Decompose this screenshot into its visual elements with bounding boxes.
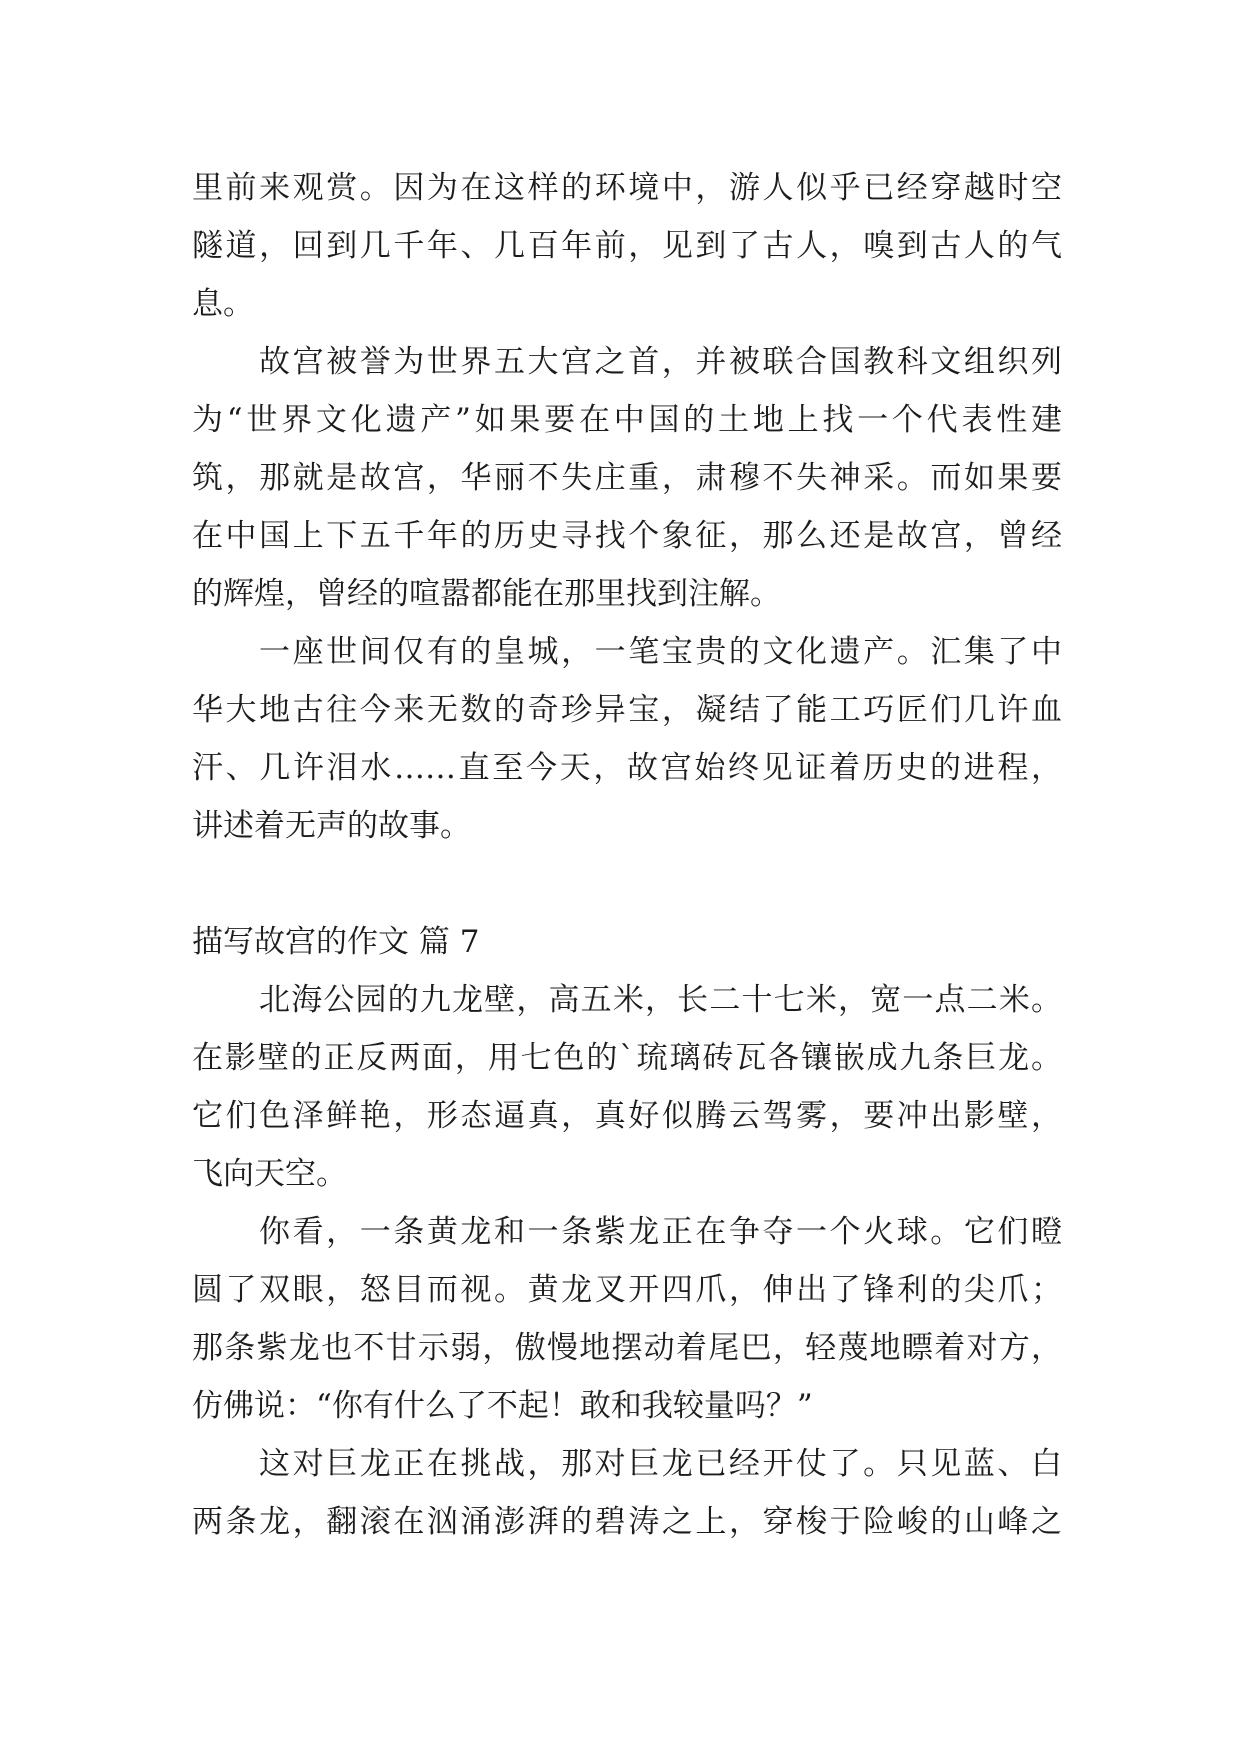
document-text-body bbox=[192, 159, 1062, 1551]
text-line: 那条紫龙也不甘示弱，傲慢地摆动着尾巴，轻蔑地瞟着对方， bbox=[192, 1330, 1062, 1366]
blank-line bbox=[192, 855, 1062, 913]
text-line: 在中国上下五千年的历史寻找个象征，那么还是故宫，曾经 bbox=[192, 518, 1062, 554]
text-line: 仿佛说：“你有什么了不起！敢和我较量吗？” bbox=[192, 1388, 813, 1424]
section-heading: 描写故宫的作文 篇 7 bbox=[192, 924, 480, 960]
text-line: 故宫被誉为世界五大宫之首，并被联合国教科文组织列 bbox=[259, 344, 1062, 380]
text-line: 北海公园的九龙壁，高五米，长二十七米，宽一点二米。 bbox=[259, 982, 1062, 1018]
paragraph bbox=[192, 1203, 1062, 1435]
text-line: 筑，那就是故宫，华丽不失庄重，肃穆不失神采。而如果要 bbox=[192, 460, 1062, 496]
text-line: 华大地古往今来无数的奇珍异宝，凝结了能工巧匠们几许血 bbox=[192, 692, 1062, 728]
text-line: 隧道，回到几千年、几百年前，见到了古人，嗅到古人的气 bbox=[192, 228, 1062, 264]
text-line: 两条龙，翻滚在汹涌澎湃的碧涛之上，穿梭于险峻的山峰之 bbox=[192, 1504, 1062, 1540]
text-line: 一座世间仅有的皇城，一笔宝贵的文化遗产。汇集了中 bbox=[259, 634, 1062, 670]
text-line: 它们色泽鲜艳，形态逼真，真好似腾云驾雾，要冲出影壁， bbox=[192, 1098, 1062, 1134]
text-line: 这对巨龙正在挑战，那对巨龙已经开仗了。只见蓝、白 bbox=[259, 1446, 1062, 1482]
paragraph bbox=[192, 623, 1062, 855]
paragraph bbox=[192, 333, 1062, 623]
text-line: 的辉煌，曾经的喧嚣都能在那里找到注解。 bbox=[192, 576, 781, 612]
text-line: 里前来观赏。因为在这样的环境中，游人似乎已经穿越时空 bbox=[192, 170, 1062, 206]
paragraph bbox=[192, 159, 1062, 333]
text-line: 汗、几许泪水……直至今天，故宫始终见证着历史的进程， bbox=[192, 750, 1062, 786]
text-line: 圆了双眼，怒目而视。黄龙叉开四爪，伸出了锋利的尖爪； bbox=[192, 1272, 1062, 1308]
text-line: 为“世界文化遗产”如果要在中国的土地上找一个代表性建 bbox=[192, 402, 1062, 438]
paragraph bbox=[192, 971, 1062, 1203]
text-line: 息。 bbox=[192, 286, 254, 322]
paragraph bbox=[192, 1435, 1062, 1551]
text-line: 你看，一条黄龙和一条紫龙正在争夺一个火球。它们瞪 bbox=[259, 1214, 1062, 1250]
text-line: 在影壁的正反两面，用七色的`琉璃砖瓦各镶嵌成九条巨龙。 bbox=[192, 1040, 1062, 1076]
text-line: 飞向天空。 bbox=[192, 1156, 347, 1192]
text-line: 讲述着无声的故事。 bbox=[192, 808, 471, 844]
